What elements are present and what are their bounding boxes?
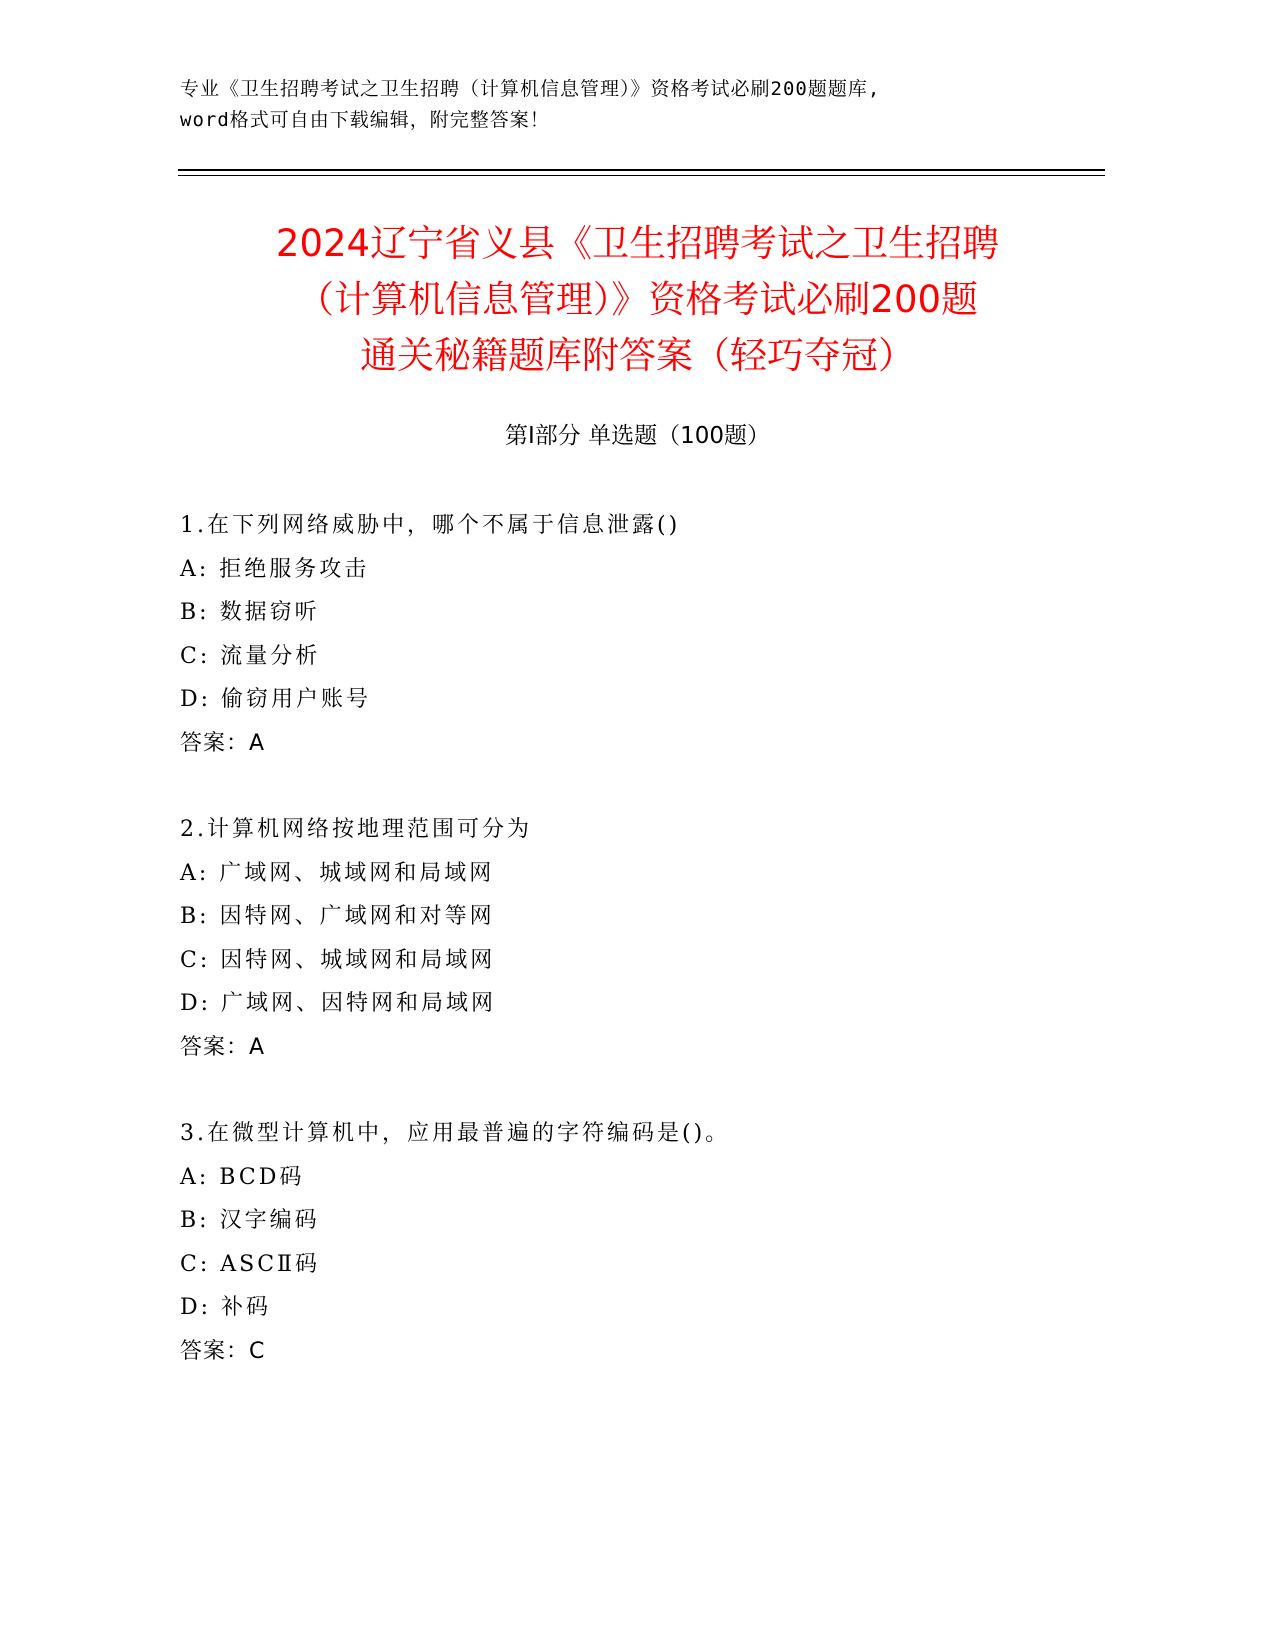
option-a: A: 拒绝服务攻击 (180, 556, 370, 582)
header-divider-thick (178, 169, 1105, 171)
option-d: D: 补码 (180, 1295, 272, 1320)
option-d: D: 偷窃用户账号 (180, 687, 372, 712)
header-line-2: word格式可自由下载编辑，附完整答案！ (180, 109, 550, 131)
title-line-3: 通关秘籍题库附答案（轻巧夺冠） (360, 334, 915, 377)
question-stem: 2.计算机网络按地理范围可分为 (180, 817, 532, 842)
option-c: C: ASCⅡ码 (180, 1251, 320, 1277)
header-line-1: 专业《卫生招聘考试之卫生招聘（计算机信息管理）》资格考试必刷200题题库, (180, 78, 881, 100)
option-c: C: 流量分析 (180, 643, 321, 669)
option-a: A: 广域网、城域网和局域网 (180, 860, 495, 886)
question-2 (180, 808, 1100, 1069)
option-b: B: 数据窃听 (180, 600, 320, 625)
option-a: A: BCD码 (180, 1164, 305, 1190)
answer: 答案：C (180, 1338, 266, 1364)
header-divider-thin (178, 175, 1105, 176)
title-line-1: 2024辽宁省义县《卫生招聘考试之卫生招聘 (275, 222, 1000, 265)
option-b: B: 因特网、广域网和对等网 (180, 904, 495, 929)
question-1 (180, 504, 1100, 765)
title-line-2: （计算机信息管理）》资格考试必刷200题 (296, 278, 979, 321)
option-b: B: 汉字编码 (180, 1208, 320, 1233)
document-title (150, 216, 1125, 384)
answer: 答案：A (180, 730, 266, 756)
question-stem: 3.在微型计算机中，应用最普遍的字符编码是()。 (180, 1121, 731, 1146)
answer: 答案：A (180, 1034, 266, 1060)
section-title: 第Ⅰ部分 单选题（100题） (505, 423, 770, 449)
question-3 (180, 1112, 1100, 1373)
question-stem: 1.在下列网络威胁中，哪个不属于信息泄露() (180, 513, 681, 538)
question-list (180, 504, 1100, 1416)
document-header (180, 74, 1100, 136)
option-d: D: 广域网、因特网和局域网 (180, 991, 497, 1016)
option-c: C: 因特网、城域网和局域网 (180, 947, 496, 973)
